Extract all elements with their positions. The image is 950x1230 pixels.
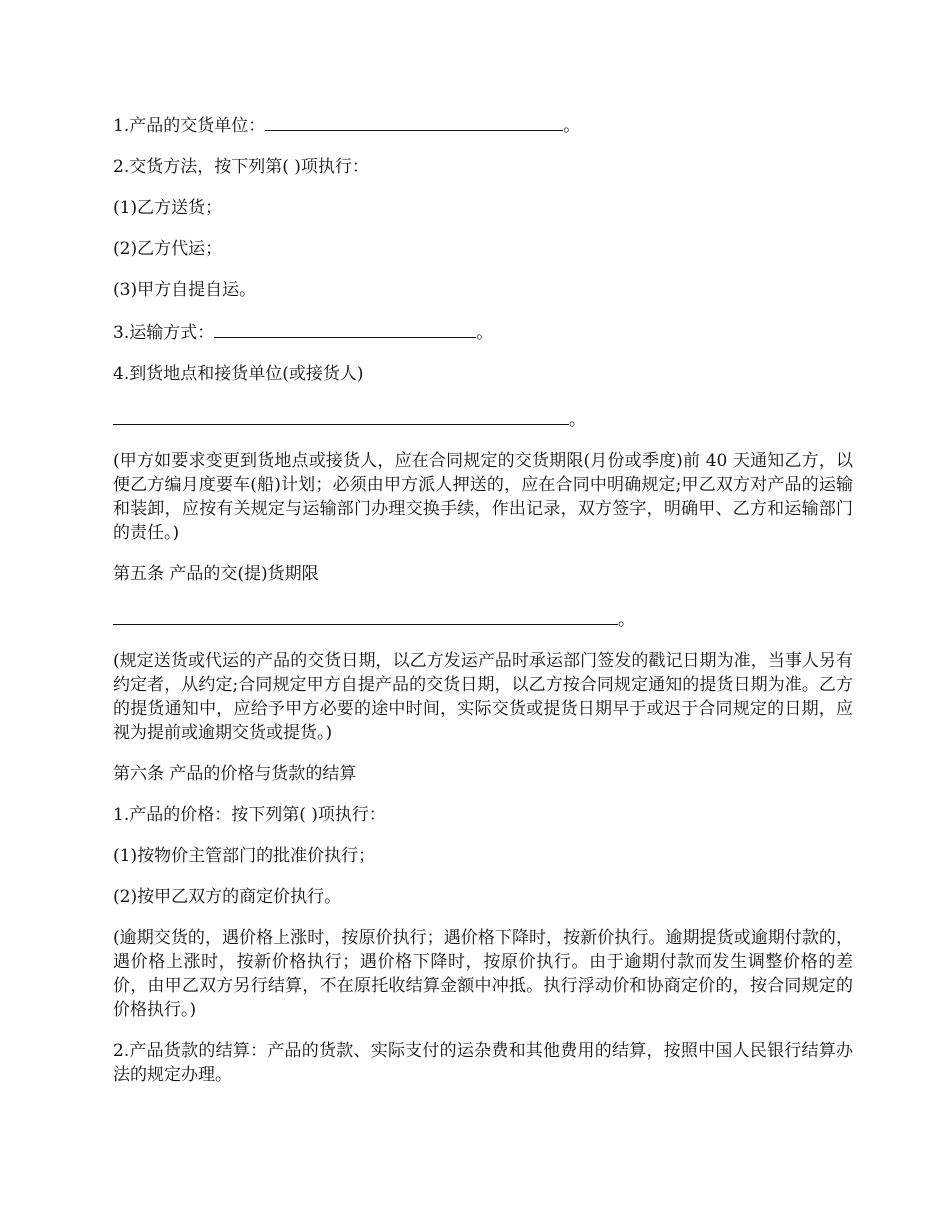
arrival-label: 4.到货地点和接货单位(或接货人) (113, 364, 364, 384)
document-page (113, 112, 853, 1104)
price-label: 1.产品的价格：按下列第( )项执行： (113, 805, 386, 825)
option-1: (1)乙方送货； (113, 198, 223, 218)
transport-end: 。 (476, 323, 494, 343)
arrival-end: 。 (569, 410, 586, 430)
delivery-unit-label: 1.产品的交货单位： (113, 116, 266, 136)
transport-label: 3.运输方式： (113, 323, 215, 343)
article5-end: 。 (618, 610, 635, 630)
settlement: 2.产品货款的结算：产品的货款、实际支付的运杂费和其他费用的结算，按照中国人民银行结算办法的规定办理。 (113, 1041, 853, 1085)
article6-title: 第六条 产品的价格与货款的结算 (113, 764, 357, 784)
transport-blank (214, 319, 476, 338)
article5-title: 第五条 产品的交(提)货期限 (113, 564, 319, 584)
arrival-note: (甲方如要求变更到货地点或接货人，应在合同规定的交货期限(月份或季度)前 40 天通知乙方，以便乙方编月度要车(船)计划；必须由甲方派人押送的，应在合同中明确规定;甲乙双方对产品的运输和装卸，应按有关规定与运输部门办理交换手续，作出记录，双方签字，明确甲、乙方和运输部门的责任。) (113, 451, 853, 543)
delivery-method: 2.交货方法，按下列第( )项执行： (113, 157, 369, 177)
option-3: (3)甲方自提自运。 (113, 280, 257, 300)
article5-line (113, 606, 853, 632)
delivery-unit-blank (265, 112, 563, 131)
option-2: (2)乙方代运； (113, 239, 223, 259)
price-option-2: (2)按甲乙双方的商定价执行。 (113, 887, 342, 907)
arrival-blank (113, 406, 569, 425)
transport-line (113, 319, 853, 345)
delivery-unit-line (113, 112, 853, 138)
price-note: (逾期交货的，遇价格上涨时，按原价执行；遇价格下降时，按新价执行。逾期提货或逾期付款的，遇价格上涨时，按新价格执行；遇价格下降时，按原价执行。由于逾期付款而发生调整价格的差价，由甲乙双方另行结算，不在原托收结算金额中冲抵。执行浮动价和协商定价的，按合同规定的价格执行。) (113, 928, 853, 1020)
arrival-line (113, 406, 853, 432)
article5-blank (113, 606, 618, 625)
article5-note: (规定送货或代运的产品的交货日期，以乙方发运产品时承运部门签发的戳记日期为准，当事人另有约定者，从约定;合同规定甲方自提产品的交货日期，以乙方按合同规定通知的提货日期为准。乙方的提货通知中，应给予甲方必要的途中时间，实际交货或提货日期早于或迟于合同规定的日期，应视为提前或逾期交货或提货。) (113, 651, 853, 743)
delivery-unit-end: 。 (563, 116, 581, 136)
price-option-1: (1)按物价主管部门的批准价执行； (113, 846, 376, 866)
